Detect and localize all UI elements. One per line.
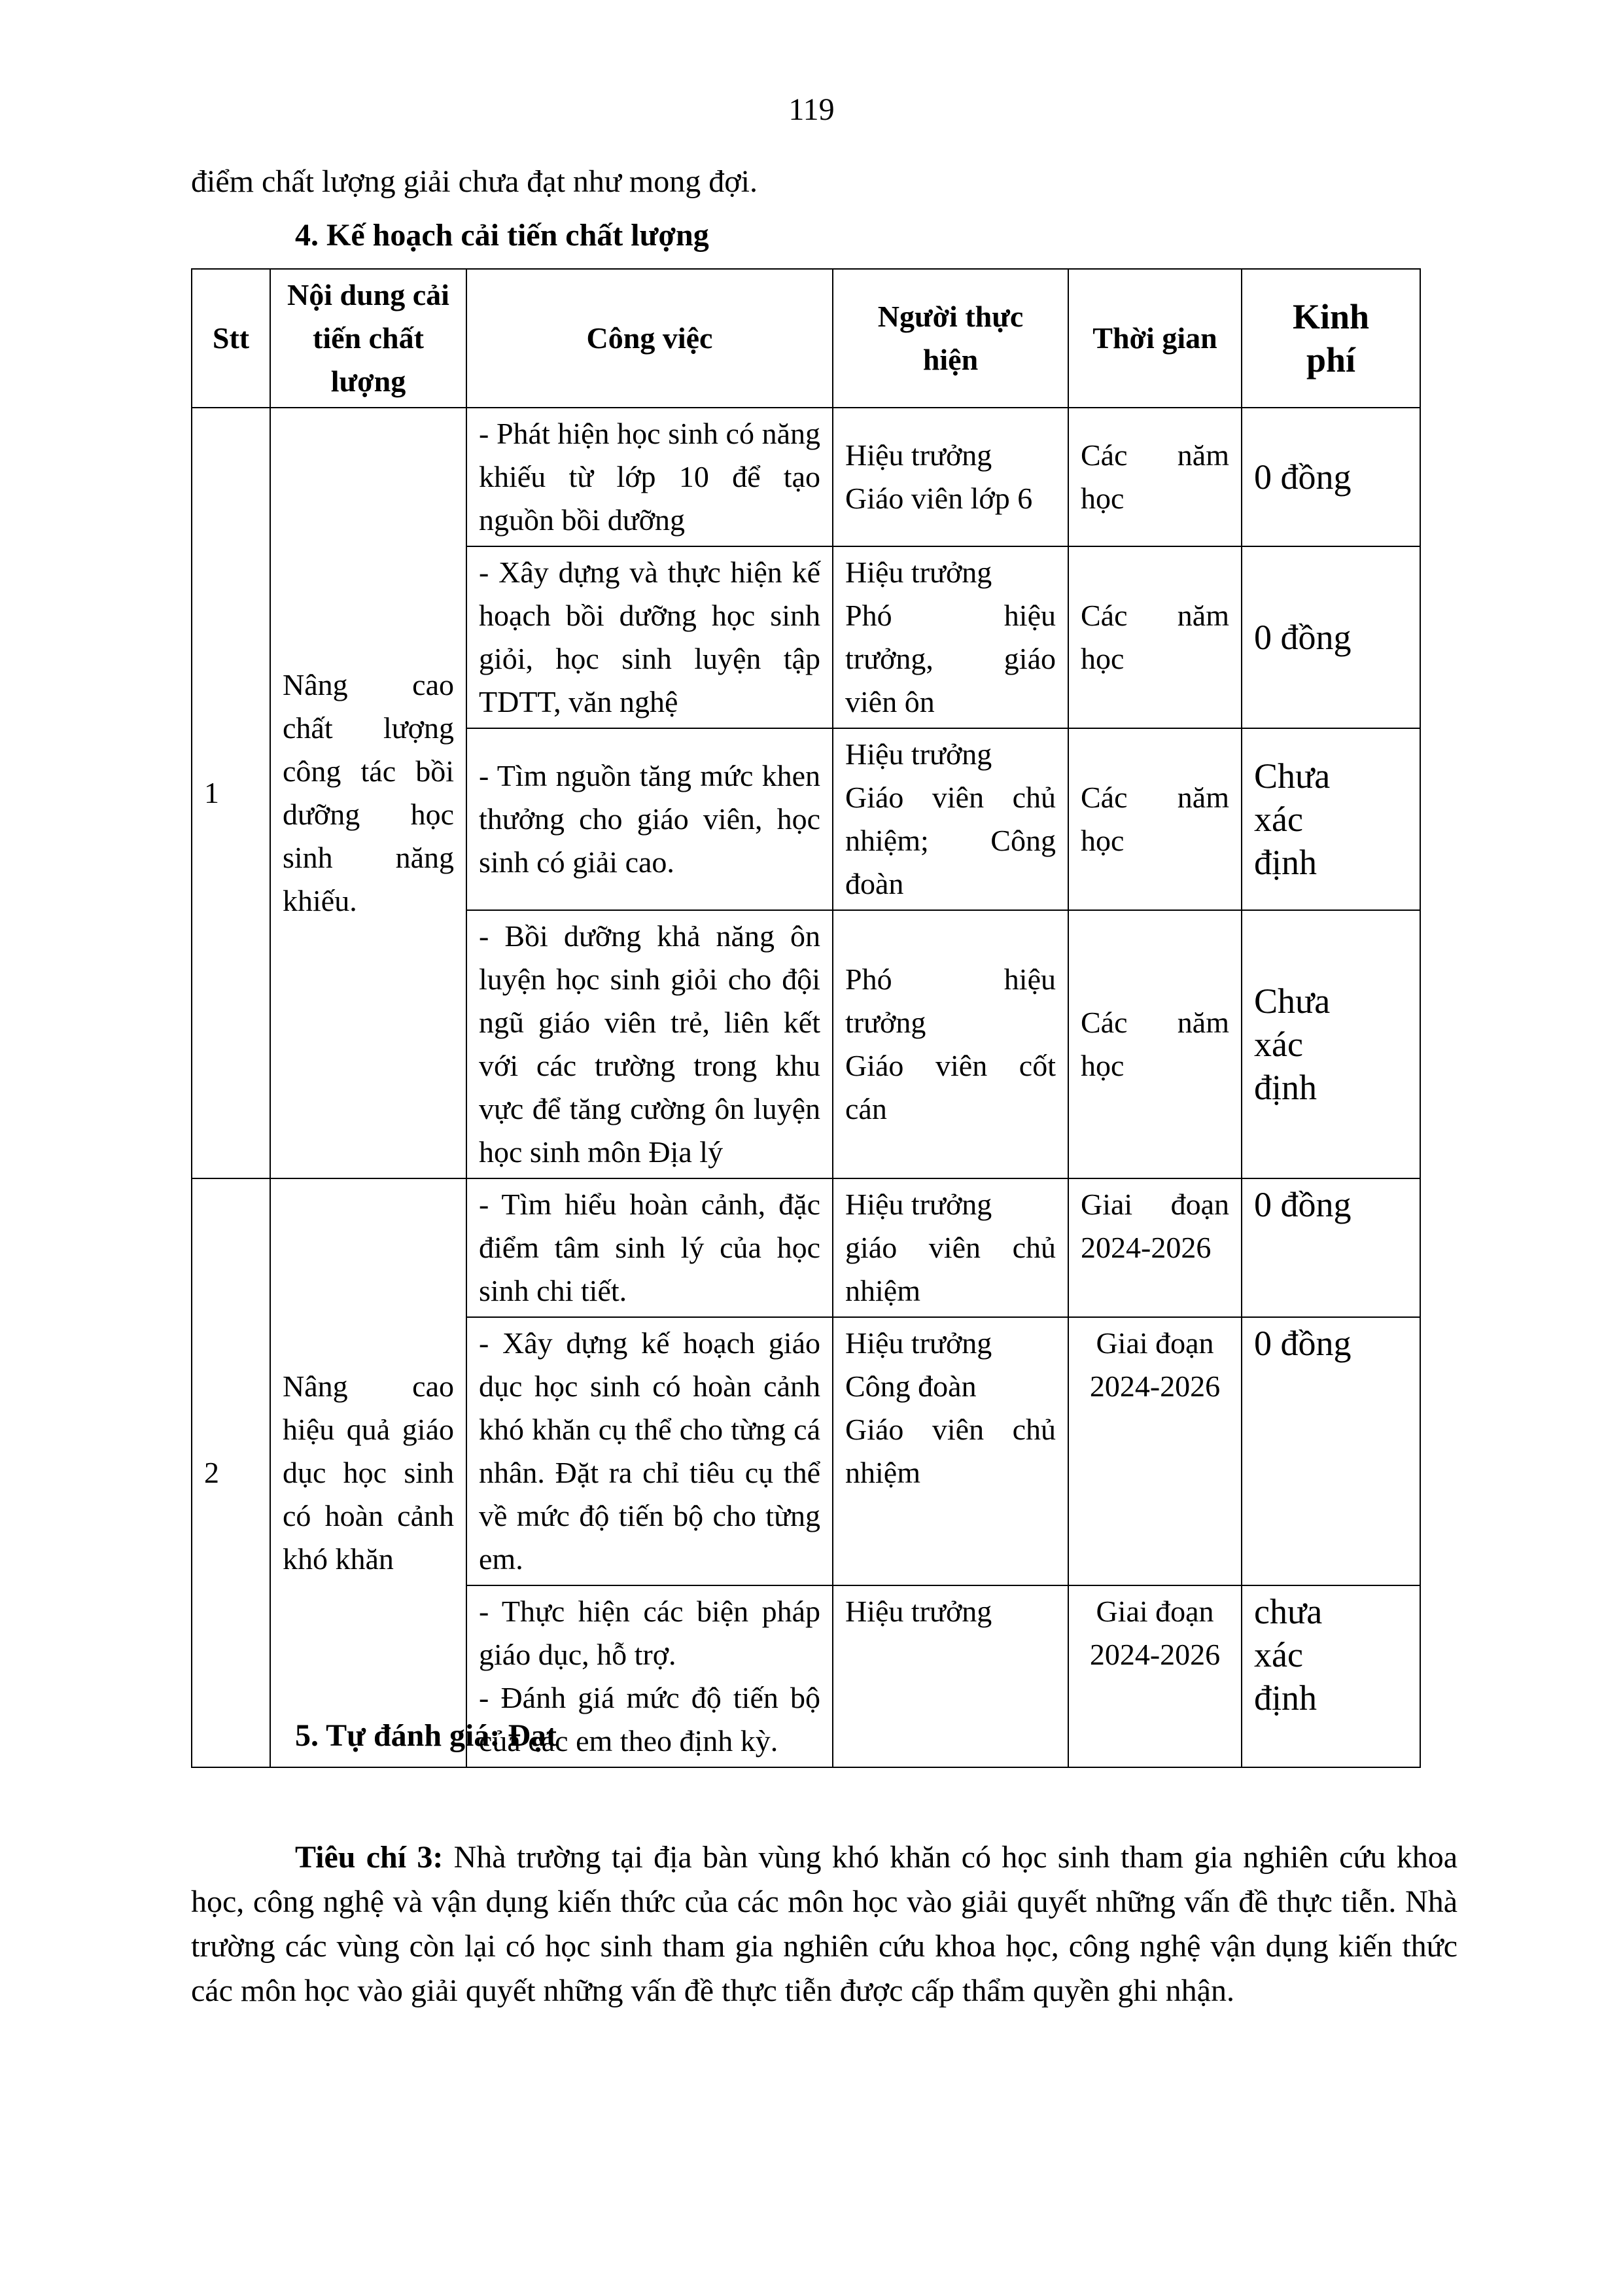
header-kinh-phi: Kinh phí <box>1242 269 1420 408</box>
stt-cell: 1 <box>192 408 270 1178</box>
header-nguoi-thuc-hien: Người thực hiện <box>833 269 1068 408</box>
nguoi-thuc-hien-cell: Hiệu trưởng Giáo viên chủ nhiệm; Công đoàn <box>833 728 1068 910</box>
cong-viec-cell: - Thực hiện các biện pháp giáo dục, hỗ trợ. - Đánh giá mức độ tiến bộ của các em theo định kỳ. <box>466 1585 833 1767</box>
table-row <box>192 408 1420 546</box>
kinh-phi-cell: 0 đồng <box>1242 1317 1420 1585</box>
thoi-gian-cell: Các năm học <box>1068 408 1242 546</box>
table-header-row <box>192 269 1420 408</box>
thoi-gian-cell: Các năm học <box>1068 728 1242 910</box>
criterion-text: Nhà trường tại địa bàn vùng khó khăn có học sinh tham gia nghiên cứu khoa học, công nghệ và vận dụng kiến thức của các môn học vào giải quyết những vấn đề thực tiễn. Nhà trường các vùng còn lại có học sinh tham gia nghiên cứu khoa học, công nghệ vận dụng kiến thức các môn học vào giải quyết những vấn đề thực tiễn được cấp thẩm quyền ghi nhận. <box>191 1840 1458 2008</box>
header-thoi-gian: Thời gian <box>1068 269 1242 408</box>
table-row <box>192 1178 1420 1317</box>
criterion-paragraph <box>191 1835 1457 2013</box>
thoi-gian-cell: Giai đoạn 2024-2026 <box>1068 1178 1242 1317</box>
nguoi-thuc-hien-cell: Hiệu trưởng Công đoàn Giáo viên chủ nhiệm <box>833 1317 1068 1585</box>
kinh-phi-cell: chưa xác định <box>1242 1585 1420 1767</box>
kinh-phi-cell: 0 đồng <box>1242 546 1420 728</box>
cong-viec-cell: - Phát hiện học sinh có năng khiếu từ lớp 10 để tạo nguồn bồi dưỡng <box>466 408 833 546</box>
noi-dung-cell: Nâng cao hiệu quả giáo dục học sinh có hoàn cảnh khó khăn <box>270 1178 466 1767</box>
kinh-phi-cell: Chưa xác định <box>1242 728 1420 910</box>
nguoi-thuc-hien-cell: Hiệu trưởng Giáo viên lớp 6 <box>833 408 1068 546</box>
kinh-phi-cell: Chưa xác định <box>1242 910 1420 1178</box>
thoi-gian-cell: Các năm học <box>1068 546 1242 728</box>
cong-viec-cell: - Xây dựng và thực hiện kế hoạch bồi dưỡng học sinh giỏi, học sinh luyện tập TDTT, văn nghệ <box>466 546 833 728</box>
improvement-plan-table <box>191 268 1421 1768</box>
header-noi-dung: Nội dung cải tiến chất lượng <box>270 269 466 408</box>
thoi-gian-cell: Giai đoạn 2024-2026 <box>1068 1317 1242 1585</box>
nguoi-thuc-hien-cell: Hiệu trưởng Phó hiệu trưởng, giáo viên ôn <box>833 546 1068 728</box>
cong-viec-cell: - Tìm hiểu hoàn cảnh, đặc điểm tâm sinh lý của học sinh chi tiết. <box>466 1178 833 1317</box>
kinh-phi-cell: 0 đồng <box>1242 1178 1420 1317</box>
cong-viec-cell: - Bồi dưỡng khả năng ôn luyện học sinh giỏi cho đội ngũ giáo viên trẻ, liên kết với các trường trong khu vực để tăng cường ôn luyện học sinh môn Địa lý <box>466 910 833 1178</box>
nguoi-thuc-hien-cell: Hiệu trưởng <box>833 1585 1068 1767</box>
kinh-phi-cell: 0 đồng <box>1242 408 1420 546</box>
header-stt: Stt <box>192 269 270 408</box>
cong-viec-cell: - Tìm nguồn tăng mức khen thưởng cho giáo viên, học sinh có giải cao. <box>466 728 833 910</box>
thoi-gian-cell: Các năm học <box>1068 910 1242 1178</box>
thoi-gian-cell: Giai đoạn 2024-2026 <box>1068 1585 1242 1767</box>
page-number: 119 <box>788 92 835 127</box>
stt-cell: 2 <box>192 1178 270 1767</box>
noi-dung-cell: Nâng cao chất lượng công tác bồi dưỡng học sinh năng khiếu. <box>270 408 466 1178</box>
section-5-title: 5. Tự đánh giá: Đạt <box>295 1718 557 1753</box>
nguoi-thuc-hien-cell: Phó hiệu trưởng Giáo viên cốt cán <box>833 910 1068 1178</box>
cong-viec-cell: - Xây dựng kế hoạch giáo dục học sinh có hoàn cảnh khó khăn cụ thể cho từng cá nhân. Đặt ra chỉ tiêu cụ thể về mức độ tiến bộ cho từng em. <box>466 1317 833 1585</box>
header-cong-viec: Công việc <box>466 269 833 408</box>
nguoi-thuc-hien-cell: Hiệu trưởng giáo viên chủ nhiệm <box>833 1178 1068 1317</box>
section-4-title: 4. Kế hoạch cải tiến chất lượng <box>295 218 709 253</box>
intro-text: điểm chất lượng giải chưa đạt như mong đợi. <box>191 164 758 199</box>
criterion-label: Tiêu chí 3: <box>295 1840 444 1875</box>
